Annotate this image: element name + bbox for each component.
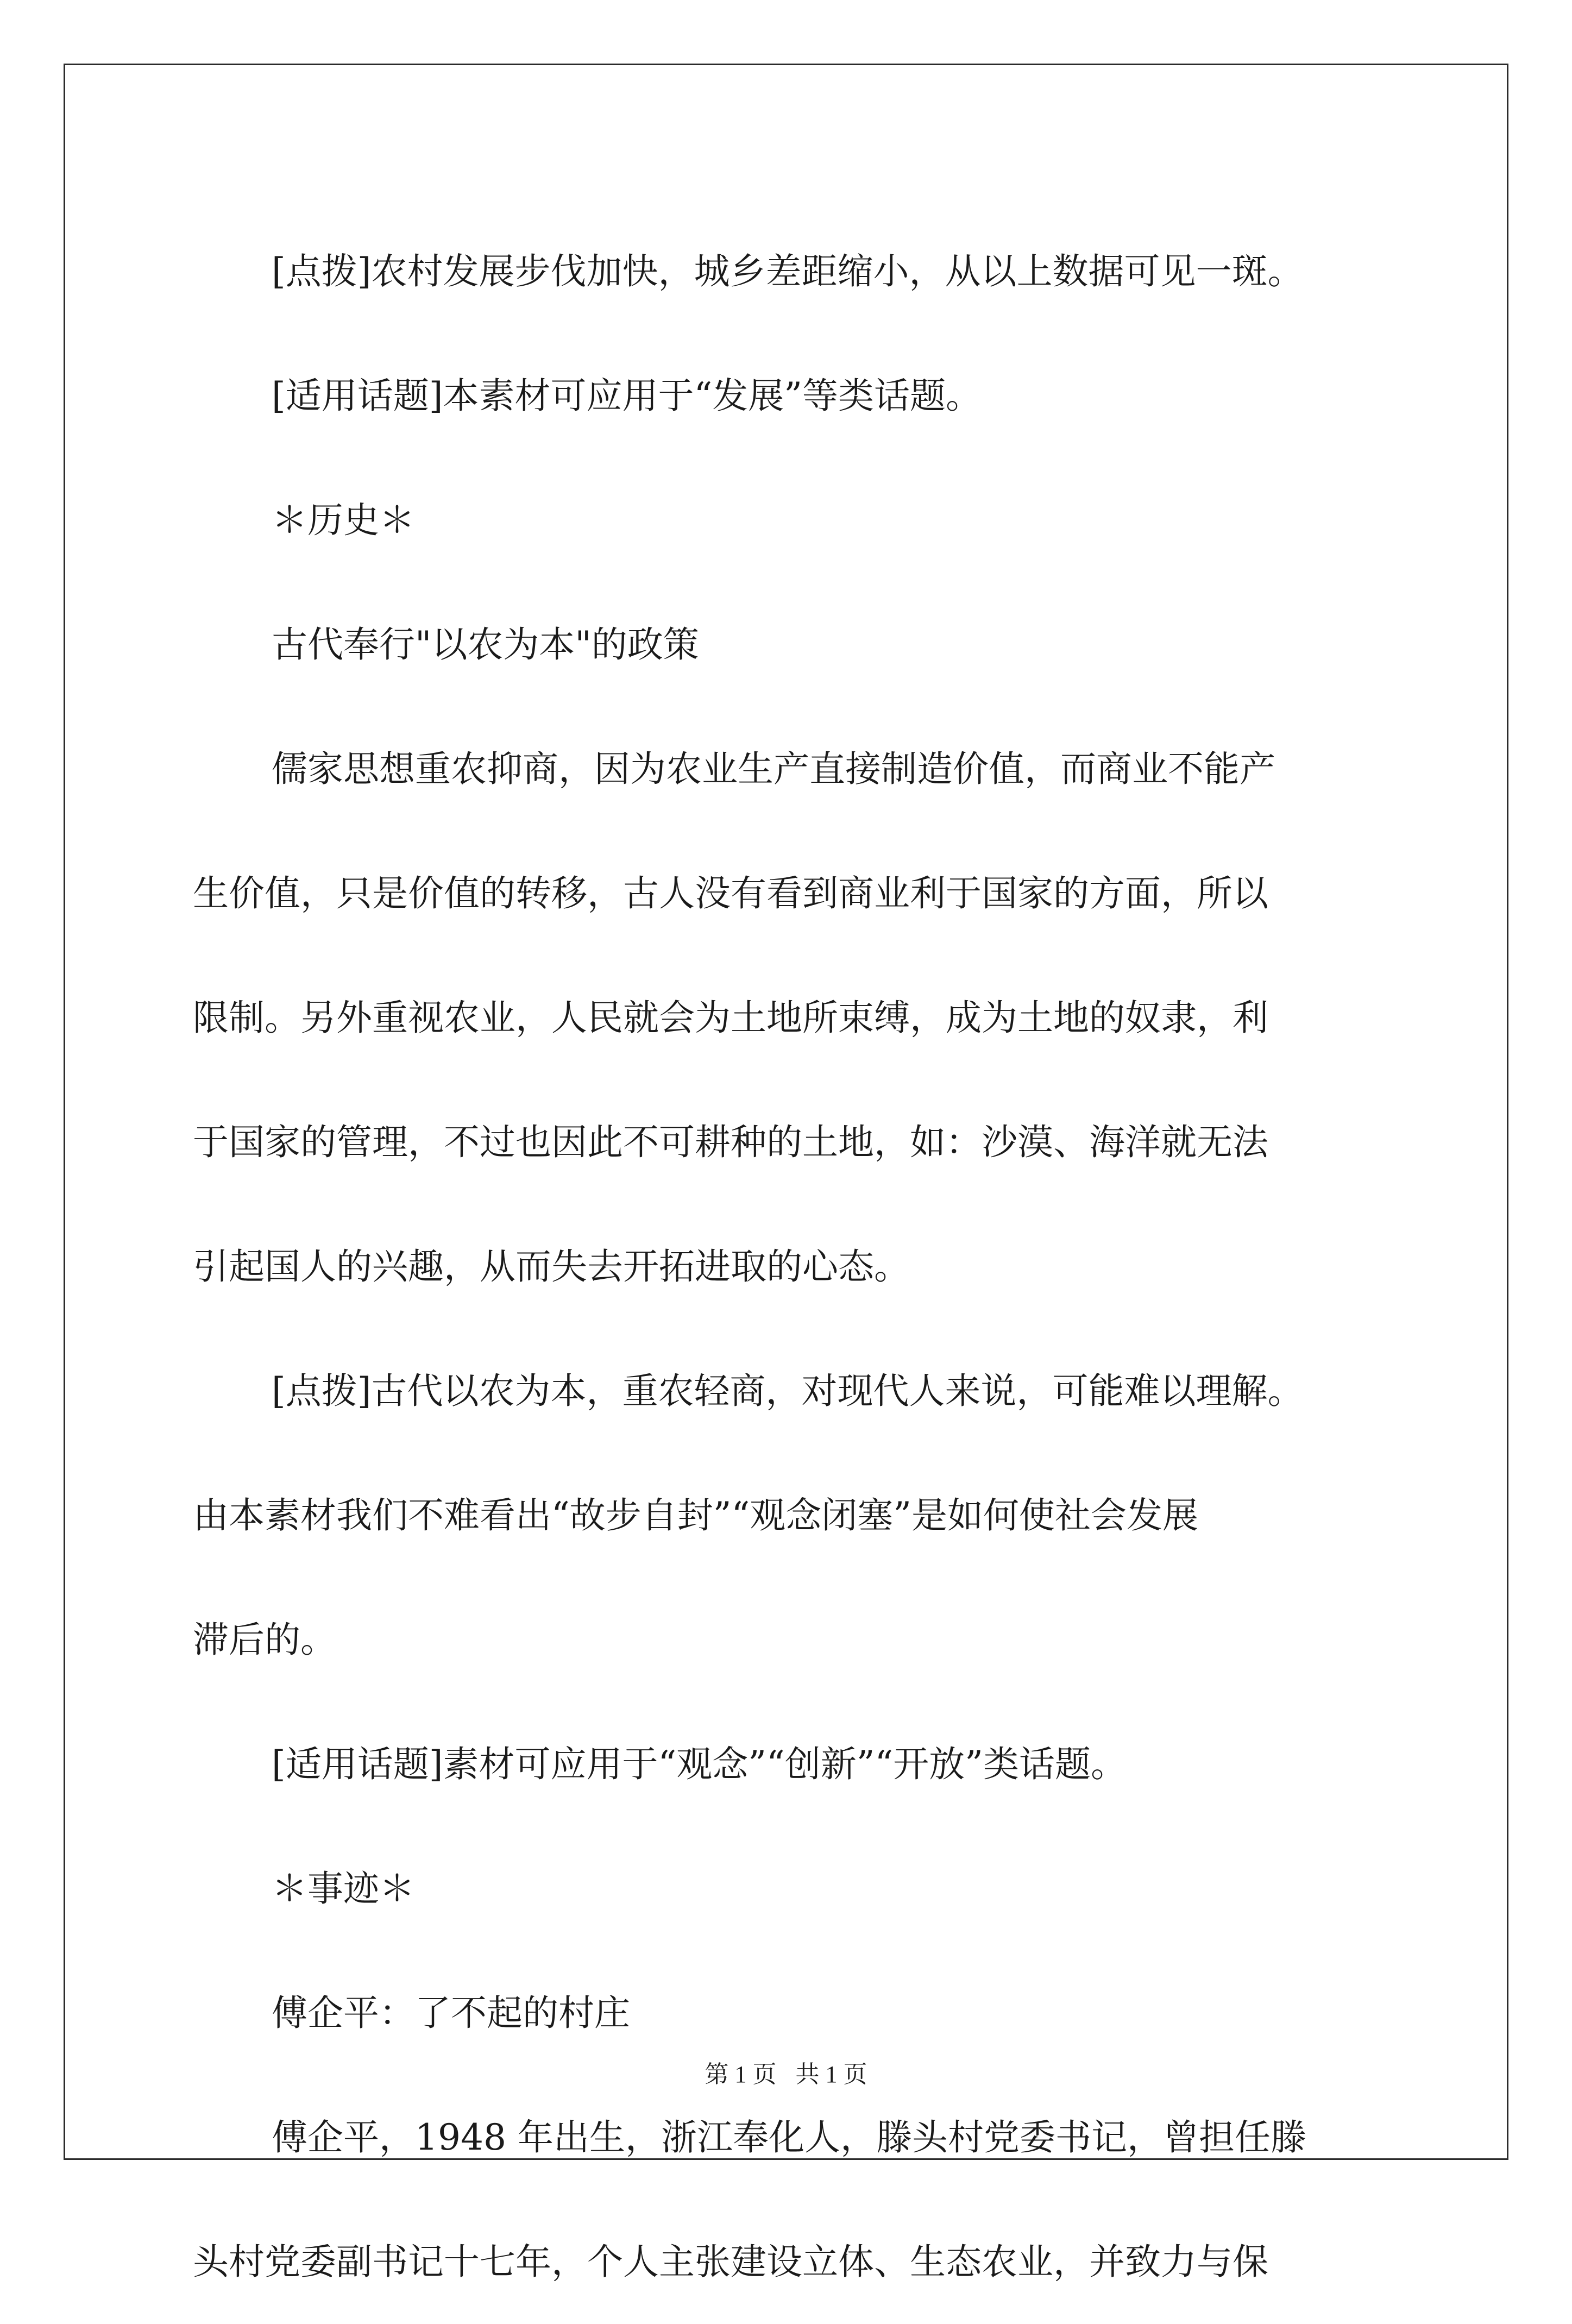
paragraph-continuation-line: 滞后的。 (193, 1619, 336, 1661)
paragraph-line: ＊事迹＊ (272, 1868, 415, 1910)
paragraph-continuation-line: 限制。另外重视农业，人民就会为土地所束缚，成为土地的奴隶，利 (193, 997, 1268, 1039)
paragraph-continuation-line: 由本素材我们不难看出“故步自封”“观念闭塞”是如何使社会发展 (193, 1494, 1198, 1536)
paragraph-line: ＊历史＊ (272, 499, 415, 541)
paragraph-line: [适用话题]素材可应用于“观念”“创新”“开放”类话题。 (272, 1743, 1127, 1785)
paragraph-line: 儒家思想重农抑商，因为农业生产直接制造价值，而商业不能产 (272, 748, 1275, 790)
paragraph-line: [点拨]农村发展步伐加快，城乡差距缩小，从以上数据可见一斑。 (272, 250, 1304, 292)
page-number: 第 1 页 (705, 2061, 777, 2088)
paragraph-line: 古代奉行"以农为本"的政策 (272, 624, 699, 665)
paragraph-line: 傅企平：了不起的村庄 (272, 1992, 630, 2034)
paragraph-continuation-line: 于国家的管理，不过也因此不可耕种的土地，如：沙漠、海洋就无法 (193, 1121, 1268, 1163)
paragraph-line: 傅企平，1948 年出生，浙江奉化人，滕头村党委书记，曾担任滕 (272, 2116, 1306, 2158)
paragraph-continuation-line: 引起国人的兴趣，从而失去开拓进取的心态。 (193, 1246, 910, 1287)
page-footer (0, 2055, 1572, 2089)
page-total: 共 1 页 (795, 2061, 867, 2088)
paragraph-continuation-line: 生价值，只是价值的转移，古人没有看到商业利于国家的方面，所以 (193, 872, 1268, 914)
paragraph-line: [点拨]古代以农为本，重农轻商，对现代人来说，可能难以理解。 (272, 1370, 1304, 1412)
paragraph-line: [适用话题]本素材可应用于“发展”等类话题。 (272, 375, 982, 417)
document-body (193, 209, 1382, 2324)
paragraph-continuation-line: 头村党委副书记十七年，个人主张建设立体、生态农业，并致力与保 (193, 2241, 1268, 2283)
